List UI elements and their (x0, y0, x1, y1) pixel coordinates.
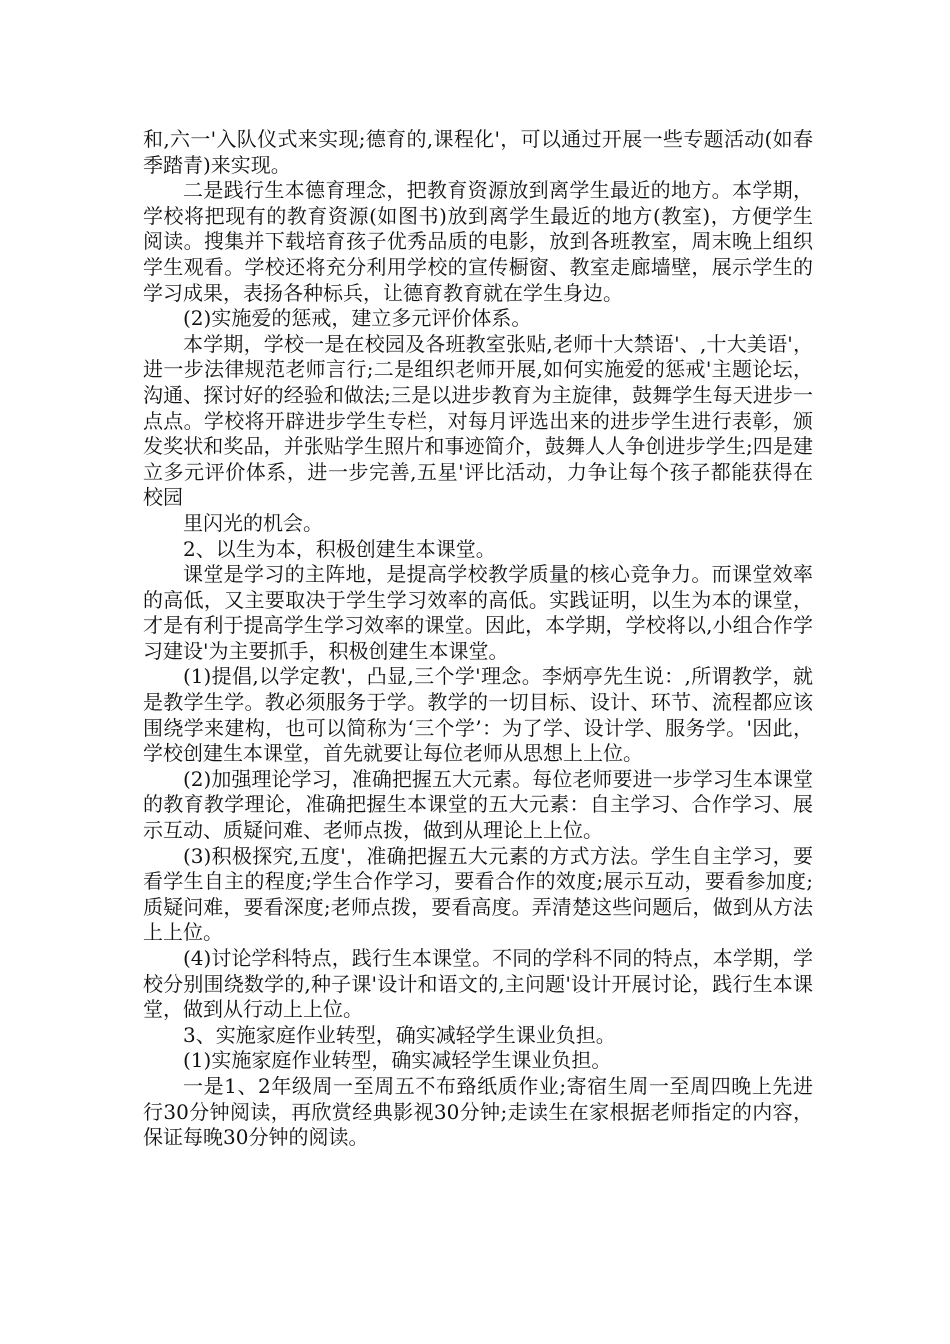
paragraph-heading-discipline: (2)实施爱的惩戒，建立多元评价体系。 (183, 306, 532, 331)
paragraph-shine-opportunity: 里闪光的机会。 (183, 510, 323, 535)
paragraph-subject-features: (4)讨论学科特点，践行生本课堂。不同的学科不同的特点，本学期，学校分别围绕数学的,种子课'设计和语文的,主问题'设计开展讨论，践行生本课堂，做到从行动上上位。 (143, 946, 813, 1022)
paragraph-moral-resources: 二是践行生本德育理念，把教育资源放到离学生最近的地方。本学期，学校将把现有的教育资源(如图书)放到离学生最近的地方(教室)，方便学生阅读。搜集并下载培育孩子优秀品质的电影，放到各班教室，周末晚上组织学生观看。学校还将充分利用学校的宣传橱窗、教室走廊墙壁，展示学生的学习成果，表扬各种标兵，让德育教育就在学生身边。 (143, 178, 813, 305)
paragraph-five-degrees: (3)积极探究,五度'，准确把握五大元素的方式方法。学生自主学习，要看学生自主的程度;学生合作学习，要看合作的效度;展示互动，要看参加度;质疑问难，要看深度;老师点拨，要看高度。弄清楚这些问题后，做到从方法上上位。 (143, 843, 813, 945)
paragraph-classroom-efficiency: 课堂是学习的主阵地，是提高学校教学质量的核心竞争力。而课堂效率的高低，又主要取决于学生学习效率的高低。实践证明，以生为本的课堂，才是有利于提高学生学习效率的课堂。因此，本学期，学校将以,小组合作学习建设'为主要抓手，积极创建生本课堂。 (143, 562, 813, 663)
paragraph-heading-student-centered: 2、以生为本，积极创建生本课堂。 (183, 536, 496, 561)
paragraph-theory-study: (2)加强理论学习，准确把握五大元素。每位老师要进一步学习生本课堂的教育教学理论，准确把握生本课堂的五大元素：自主学习、合作学习、展示互动、质疑问难、老师点拨，做到从理论上上位。 (143, 766, 813, 843)
paragraph-homework-detail: 一是1、2年级周一至周五不布臵纸质作业;寄宿生周一至周四晚上先进行30分钟阅读，再欣赏经典影视30分钟;走读生在家根据老师指定的内容，保证每晚30分钟的阅读。 (143, 1073, 813, 1150)
paragraph-moral-ceremony: 和,六一'入队仪式来实现;德育的,课程化'，可以通过开展一些专题活动(如春季踏青)来实现。 (143, 127, 813, 177)
document-page (143, 127, 813, 1151)
paragraph-discipline-detail: 本学期，学校一是在校园及各班教室张贴,老师十大禁语'、,十大美语'，进一步法律规范老师言行;二是组织老师开展,如何实施爱的惩戒'主题论坛，沟通、探讨好的经验和做法;三是以进步教育为主旋律，鼓舞学生每天进步一点点。学校将开辟进步学生专栏，对每月评选出来的进步学生进行表彰，颁发奖状和奖品，并张贴学生照片和事迹简介，鼓舞人人争创进步学生;四是建立多元评价体系，进一步完善,五星'评比活动，力争让每个孩子都能获得在校园 (143, 331, 813, 510)
paragraph-teach-by-learning: (1)提倡,以学定教'，凸显,三个学'理念。李炳亭先生说：,所谓教学，就是教学生学。教必须服务于学。教学的一切目标、设计、环节、流程都应该围绕学来建构，也可以简称为‘三个学’：为了学、设计学、服务学。'因此，学校创建生本课堂，首先就要让每位老师从思想上上位。 (143, 664, 813, 766)
paragraph-heading-homework: 3、实施家庭作业转型，确实减轻学生课业负担。 (183, 1022, 616, 1047)
paragraph-homework-subheading: (1)实施家庭作业转型，确实减轻学生课业负担。 (183, 1048, 612, 1073)
